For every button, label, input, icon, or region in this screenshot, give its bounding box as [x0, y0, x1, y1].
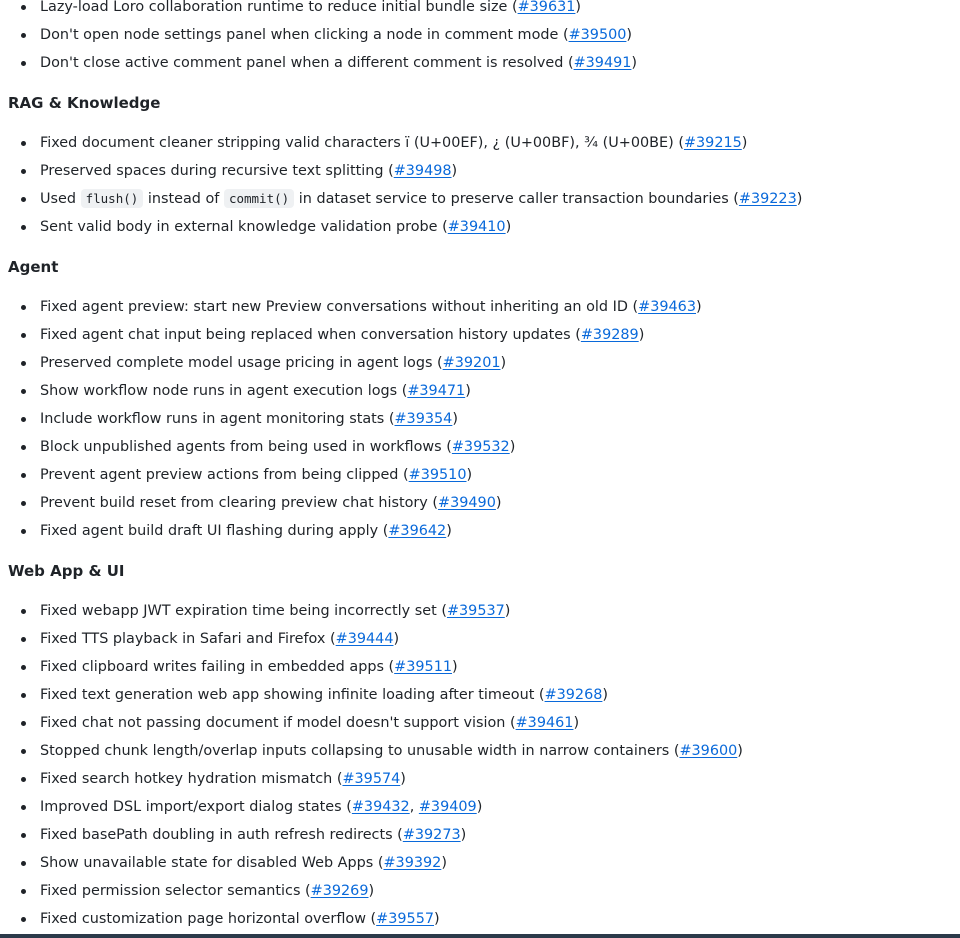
item-text: Don't open node settings panel when clicking a node in comment mode	[40, 27, 559, 43]
item-text: Fixed search hotkey hydration mismatch	[40, 771, 333, 787]
list-item: Fixed permission selector semantics (#39269)	[0, 877, 960, 905]
list-item: Show unavailable state for disabled Web Apps (#39392)	[0, 849, 960, 877]
item-text: Used	[40, 191, 81, 207]
issue-link[interactable]: #39600	[679, 743, 738, 759]
issue-link[interactable]: #39537	[446, 603, 505, 619]
item-text: Prevent agent preview actions from being clipped	[40, 467, 399, 483]
item-text: Don't close active comment panel when a different comment is resolved	[40, 55, 564, 71]
item-text: Show unavailable state for disabled Web Apps	[40, 855, 374, 871]
list-item: Show workflow node runs in agent execution logs (#39471)	[0, 377, 960, 405]
section-heading-rag-knowledge: RAG & Knowledge	[8, 94, 161, 112]
issue-link[interactable]: #39557	[376, 911, 435, 927]
list-item: Fixed search hotkey hydration mismatch (#39574)	[0, 765, 960, 793]
item-text: Fixed document cleaner stripping valid characters ï (U+00EF), ¿ (U+00BF), ¾ (U+00BE)	[40, 135, 674, 151]
issue-link[interactable]: #39432	[351, 799, 410, 815]
item-text: Sent valid body in external knowledge validation probe	[40, 219, 438, 235]
item-text: Fixed TTS playback in Safari and Firefox	[40, 631, 326, 647]
list-item: Prevent build reset from clearing preview chat history (#39490)	[0, 489, 960, 517]
issue-link[interactable]: #39392	[383, 855, 442, 871]
list-item: Block unpublished agents from being used in workflows (#39532)	[0, 433, 960, 461]
issue-link[interactable]: #39574	[342, 771, 401, 787]
section-list	[0, 293, 960, 545]
list-item: Fixed customization page horizontal overflow (#39557)	[0, 905, 960, 933]
list-item: Don't open node settings panel when clicking a node in comment mode (#39500)	[0, 21, 960, 49]
issue-link[interactable]: #39354	[394, 411, 453, 427]
issue-link[interactable]: #39444	[335, 631, 394, 647]
list-item: Stopped chunk length/overlap inputs collapsing to unusable width in narrow containers (#39600)	[0, 737, 960, 765]
item-text: Fixed customization page horizontal overflow	[40, 911, 366, 927]
item-text: Fixed chat not passing document if model doesn't support vision	[40, 715, 506, 731]
item-text: Fixed agent preview: start new Preview conversations without inheriting an old ID	[40, 299, 628, 315]
inline-code: flush()	[81, 189, 144, 208]
item-text: Preserved complete model usage pricing in agent logs	[40, 355, 433, 371]
list-item: Lazy-load Loro collaboration runtime to reduce initial bundle size (#39631)	[0, 0, 960, 21]
issue-link[interactable]: #39491	[573, 55, 632, 71]
issue-link[interactable]: #39532	[451, 439, 510, 455]
list-item: Used flush() instead of commit() in dataset service to preserve caller transaction boundaries (#39223)	[0, 185, 960, 213]
item-text: Fixed webapp JWT expiration time being incorrectly set	[40, 603, 437, 619]
list-item: Fixed basePath doubling in auth refresh redirects (#39273)	[0, 821, 960, 849]
item-text: Improved DSL import/export dialog states	[40, 799, 342, 815]
list-item: Include workflow runs in agent monitoring stats (#39354)	[0, 405, 960, 433]
issue-link[interactable]: #39273	[402, 827, 461, 843]
issue-link[interactable]: #39631	[517, 0, 576, 15]
issue-link[interactable]: #39201	[442, 355, 501, 371]
list-item: Fixed agent chat input being replaced when conversation history updates (#39289)	[0, 321, 960, 349]
list-item: Fixed text generation web app showing infinite loading after timeout (#39268)	[0, 681, 960, 709]
list-item: Prevent agent preview actions from being clipped (#39510)	[0, 461, 960, 489]
list-item: Fixed document cleaner stripping valid characters ï (U+00EF), ¿ (U+00BF), ¾ (U+00BE) (#39215)	[0, 129, 960, 157]
item-text: Fixed permission selector semantics	[40, 883, 301, 899]
issue-link[interactable]: #39498	[393, 163, 452, 179]
issue-link[interactable]: #39215	[683, 135, 742, 151]
issue-link[interactable]: #39410	[447, 219, 506, 235]
issue-link[interactable]: #39642	[388, 523, 447, 539]
list-item: Fixed agent preview: start new Preview conversations without inheriting an old ID (#39463)	[0, 293, 960, 321]
item-text: Show workflow node runs in agent execution logs	[40, 383, 398, 399]
issue-link[interactable]: #39471	[407, 383, 466, 399]
item-text: Preserved spaces during recursive text splitting	[40, 163, 384, 179]
list-item: Improved DSL import/export dialog states (#39432, #39409)	[0, 793, 960, 821]
list-item: Preserved spaces during recursive text splitting (#39498)	[0, 157, 960, 185]
issue-link[interactable]: #39269	[310, 883, 369, 899]
bottom-scroll-bar	[0, 934, 960, 938]
issue-link[interactable]: #39490	[438, 495, 496, 511]
issue-link[interactable]: #39289	[580, 327, 639, 343]
item-text: Prevent build reset from clearing preview chat history	[40, 495, 428, 511]
section-list	[0, 0, 960, 77]
item-text: Fixed agent build draft UI flashing during apply	[40, 523, 379, 539]
section-list	[0, 129, 960, 241]
item-text: Lazy-load Loro collaboration runtime to reduce initial bundle size	[40, 0, 508, 15]
list-item: Preserved complete model usage pricing in agent logs (#39201)	[0, 349, 960, 377]
section-list	[0, 597, 960, 933]
section-heading-web-app-ui: Web App & UI	[8, 562, 125, 580]
issue-link[interactable]: #39510	[408, 467, 467, 483]
item-text: Fixed agent chat input being replaced when conversation history updates	[40, 327, 571, 343]
issue-link[interactable]: #39223	[738, 191, 797, 207]
issue-link[interactable]: #39500	[568, 27, 627, 43]
section-heading-agent: Agent	[8, 258, 59, 276]
item-text: Fixed clipboard writes failing in embedded apps	[40, 659, 384, 675]
list-item: Fixed TTS playback in Safari and Firefox (#39444)	[0, 625, 960, 653]
item-text: Fixed text generation web app showing infinite loading after timeout	[40, 687, 535, 703]
issue-link[interactable]: #39463	[638, 299, 696, 315]
list-item: Sent valid body in external knowledge validation probe (#39410)	[0, 213, 960, 241]
list-item: Fixed clipboard writes failing in embedded apps (#39511)	[0, 653, 960, 681]
item-text: Block unpublished agents from being used in workflows	[40, 439, 442, 455]
issue-link[interactable]: #39268	[544, 687, 603, 703]
list-item: Fixed agent build draft UI flashing during apply (#39642)	[0, 517, 960, 545]
item-text: in dataset service to preserve caller transaction boundaries	[294, 191, 729, 207]
issue-link[interactable]: #39409	[418, 799, 477, 815]
issue-link[interactable]: #39461	[515, 715, 574, 731]
inline-code: commit()	[224, 189, 294, 208]
item-text: Fixed basePath doubling in auth refresh redirects	[40, 827, 393, 843]
list-item: Don't close active comment panel when a different comment is resolved (#39491)	[0, 49, 960, 77]
list-item: Fixed webapp JWT expiration time being incorrectly set (#39537)	[0, 597, 960, 625]
list-item: Fixed chat not passing document if model doesn't support vision (#39461)	[0, 709, 960, 737]
item-text: Stopped chunk length/overlap inputs collapsing to unusable width in narrow containers	[40, 743, 670, 759]
item-text: Include workflow runs in agent monitoring stats	[40, 411, 385, 427]
issue-link[interactable]: #39511	[394, 659, 453, 675]
item-text: instead of	[143, 191, 224, 207]
